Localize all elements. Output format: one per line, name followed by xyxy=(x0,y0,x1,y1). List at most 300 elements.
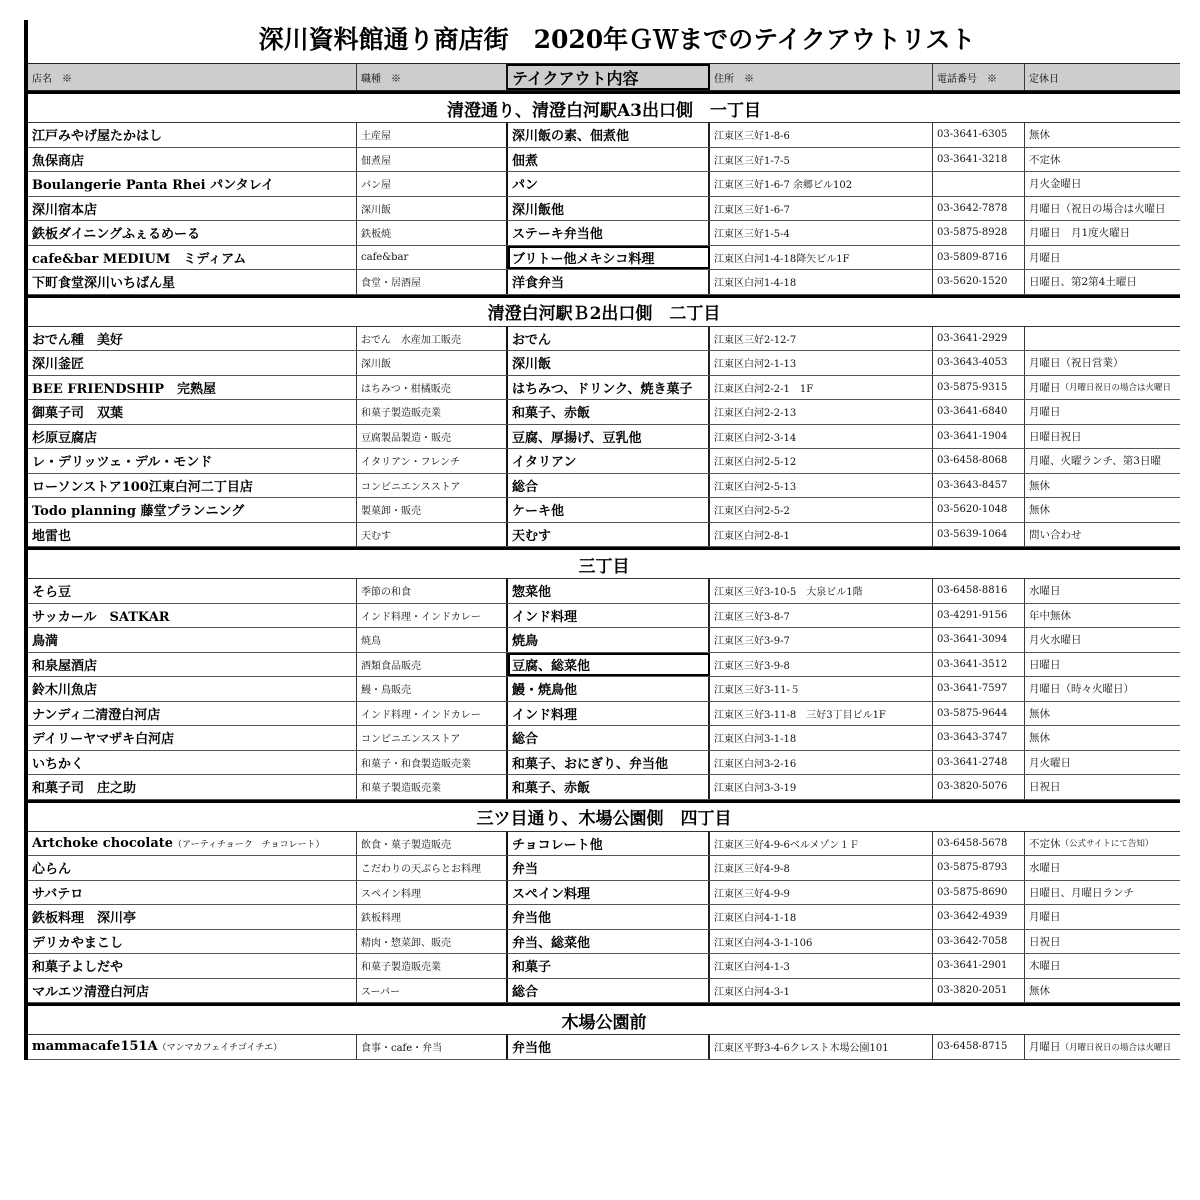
shop-name-cell xyxy=(28,751,357,775)
takeout-content-cell xyxy=(508,197,710,221)
header-business-type-label: 職種 ※ xyxy=(361,73,401,85)
business-type-text: インド料理・インドカレー xyxy=(361,709,481,721)
takeout-content-text: インド料理 xyxy=(512,609,578,625)
closed-days-text: 問い合わせ xyxy=(1029,528,1082,541)
phone-cell xyxy=(933,498,1025,522)
shop-name-cell xyxy=(28,726,357,750)
business-type-text: 季節の和食 xyxy=(361,587,411,599)
shop-name-cell xyxy=(28,400,357,424)
business-type-cell xyxy=(357,148,508,172)
business-type-cell xyxy=(357,653,508,677)
business-type-cell xyxy=(357,327,508,351)
shop-name-text: ローソンストア100江東白河二丁目店 xyxy=(32,479,253,495)
business-type-text: スーパー xyxy=(361,986,400,998)
closed-days-cell xyxy=(1025,1035,1180,1059)
table-row xyxy=(28,905,1180,930)
address-cell xyxy=(710,221,933,245)
table-row xyxy=(28,376,1180,401)
shop-name-cell xyxy=(28,930,357,954)
phone-cell xyxy=(933,270,1025,294)
address-cell xyxy=(710,400,933,424)
business-type-text: パン屋 xyxy=(361,180,391,192)
business-type-text: 土産屋 xyxy=(361,131,391,143)
shop-name-text: 和泉屋酒店 xyxy=(32,658,98,674)
phone-cell xyxy=(933,881,1025,905)
closed-days-note: （公式サイトにて告知） xyxy=(1060,839,1154,850)
phone-text: 03-3641-7597 xyxy=(937,683,1008,695)
closed-days-cell xyxy=(1025,653,1180,677)
shop-name-text: 和菓子司 庄之助 xyxy=(32,781,137,797)
address-cell xyxy=(710,351,933,375)
phone-text: 03-3641-3094 xyxy=(937,634,1008,646)
takeout-content-text: スペイン料理 xyxy=(512,886,591,902)
shop-name-text: おでん種 美好 xyxy=(32,332,123,348)
header-takeout-content-label: テイクアウト内容 xyxy=(512,68,639,88)
closed-days-cell xyxy=(1025,197,1180,221)
closed-days-cell xyxy=(1025,148,1180,172)
phone-text: 03-3642-7058 xyxy=(937,935,1008,947)
closed-days-text: 無休 xyxy=(1029,984,1050,997)
takeout-content-cell xyxy=(508,628,710,652)
takeout-content-text: 和菓子、赤飯 xyxy=(512,406,591,422)
business-type-cell xyxy=(357,376,508,400)
takeout-content-text: はちみつ、ドリンク、焼き菓子 xyxy=(512,381,693,397)
shop-name-cell xyxy=(28,979,357,1003)
header-business-type xyxy=(357,64,508,90)
shop-name-text: 鉄板ダイニングふぇるめーる xyxy=(32,227,200,243)
address-text: 江東区三好1-5-4 xyxy=(714,229,790,241)
takeout-content-cell xyxy=(508,425,710,449)
shop-name-cell xyxy=(28,376,357,400)
shop-name-cell xyxy=(28,775,357,799)
shop-name-text: 心らん xyxy=(32,862,72,878)
business-type-cell xyxy=(357,856,508,880)
table-row xyxy=(28,425,1180,450)
shop-name-cell xyxy=(28,856,357,880)
takeout-content-text: パン xyxy=(512,178,539,194)
address-cell xyxy=(710,123,933,147)
takeout-content-text: 和菓子、赤飯 xyxy=(512,781,591,797)
shop-name-cell xyxy=(28,197,357,221)
phone-text: 03-3641-6840 xyxy=(937,406,1008,418)
takeout-content-text: イタリアン xyxy=(512,455,577,471)
phone-cell xyxy=(933,449,1025,473)
business-type-text: イタリアン・フレンチ xyxy=(361,457,460,469)
table-row xyxy=(28,881,1180,906)
phone-text: 03-3643-8457 xyxy=(937,479,1008,491)
closed-days-cell xyxy=(1025,628,1180,652)
address-text: 江東区白河2-2-13 xyxy=(714,408,797,420)
business-type-cell xyxy=(357,449,508,473)
takeout-content-text: 天むす xyxy=(512,528,552,544)
business-type-cell xyxy=(357,702,508,726)
business-type-text: 豆腐製品製造・販売 xyxy=(361,432,451,444)
table-row xyxy=(28,246,1180,271)
closed-days-text: 日祝日 xyxy=(1029,935,1061,948)
takeout-content-cell xyxy=(508,1035,710,1059)
business-type-cell xyxy=(357,881,508,905)
business-type-cell xyxy=(357,123,508,147)
business-type-cell xyxy=(357,1035,508,1059)
phone-cell xyxy=(933,604,1025,628)
table-row xyxy=(28,979,1180,1004)
business-type-cell xyxy=(357,751,508,775)
table-row xyxy=(28,628,1180,653)
shop-name-text: マルエツ清澄白河店 xyxy=(32,984,150,1000)
phone-cell xyxy=(933,376,1025,400)
shop-name-cell xyxy=(28,579,357,603)
takeout-content-cell xyxy=(508,579,710,603)
phone-text: 03-6458-8068 xyxy=(937,455,1008,467)
address-cell xyxy=(710,148,933,172)
business-type-text: 鉄板焼 xyxy=(361,229,391,241)
business-type-cell xyxy=(357,246,508,270)
phone-text: 03-3643-4053 xyxy=(937,357,1008,369)
closed-days-text: 無休 xyxy=(1029,707,1050,720)
shop-name-text: サバテロ xyxy=(32,886,84,902)
business-type-text: はちみつ・柑橘販売 xyxy=(361,383,451,395)
business-type-cell xyxy=(357,523,508,547)
takeout-content-cell xyxy=(508,751,710,775)
closed-days-cell xyxy=(1025,954,1180,978)
closed-days-text: 木曜日 xyxy=(1029,960,1061,973)
takeout-content-text: 豆腐、総菜他 xyxy=(512,658,591,674)
phone-text: 03-5875-8928 xyxy=(937,227,1008,239)
phone-text: 03-6458-5678 xyxy=(937,837,1008,849)
closed-days-cell xyxy=(1025,172,1180,196)
address-cell xyxy=(710,579,933,603)
section-title: 三ツ目通り、木場公園側 四丁目 xyxy=(476,809,732,829)
phone-text: 03-5620-1520 xyxy=(937,276,1008,288)
address-text: 江東区白河2-1-13 xyxy=(714,359,797,371)
business-type-text: おでん 水産加工販売 xyxy=(361,334,461,346)
phone-cell xyxy=(933,197,1025,221)
closed-days-cell xyxy=(1025,775,1180,799)
business-type-text: 深川飯 xyxy=(361,359,391,371)
address-cell xyxy=(710,726,933,750)
shop-name-text: 下町食堂深川いちばん星 xyxy=(32,276,176,292)
phone-cell xyxy=(933,523,1025,547)
takeout-content-cell xyxy=(508,123,710,147)
address-cell xyxy=(710,832,933,856)
address-text: 江東区白河4-1-18 xyxy=(714,913,797,925)
business-type-cell xyxy=(357,628,508,652)
closed-days-note: （月曜日祝日の場合は火曜日 xyxy=(1060,383,1172,394)
header-address-label: 住所 ※ xyxy=(714,73,754,85)
address-cell xyxy=(710,172,933,196)
table-row xyxy=(28,498,1180,523)
shop-name-cell xyxy=(28,327,357,351)
address-cell xyxy=(710,881,933,905)
closed-days-cell xyxy=(1025,246,1180,270)
takeout-content-text: 弁当他 xyxy=(512,911,552,927)
phone-text: 03-5875-8690 xyxy=(937,886,1008,898)
table-row xyxy=(28,197,1180,222)
header-shop-name-label: 店名 ※ xyxy=(32,73,72,85)
phone-cell xyxy=(933,954,1025,978)
closed-days-cell xyxy=(1025,400,1180,424)
closed-days-text: 水曜日 xyxy=(1029,585,1061,598)
shop-name-cell xyxy=(28,628,357,652)
closed-days-text: 月火金曜日 xyxy=(1029,178,1082,191)
shop-name-text: レ・デリッツェ・デル・モンド xyxy=(32,455,213,471)
header-phone-label: 電話番号 ※ xyxy=(937,73,997,85)
phone-text: 03-3642-4939 xyxy=(937,911,1008,923)
shop-name-cell xyxy=(28,653,357,677)
shop-name-cell xyxy=(28,677,357,701)
address-cell xyxy=(710,653,933,677)
business-type-text: cafe&bar xyxy=(361,251,409,263)
closed-days-cell xyxy=(1025,726,1180,750)
shop-name-text: 深川釜匠 xyxy=(32,357,85,373)
shop-name-cell xyxy=(28,172,357,196)
phone-cell xyxy=(933,832,1025,856)
takeout-list-sheet xyxy=(24,20,1180,1060)
phone-text: 03-5875-9644 xyxy=(937,707,1008,719)
header-address xyxy=(710,64,933,90)
address-text: 江東区三好1-6-7 余郷ビル102 xyxy=(714,180,853,192)
phone-cell xyxy=(933,979,1025,1003)
takeout-content-text: ブリトー他メキシコ料理 xyxy=(512,251,655,267)
shop-name-text: Boulangerie Panta Rhei パンタレイ xyxy=(32,178,274,194)
address-cell xyxy=(710,751,933,775)
section-title: 清澄通り、清澄白河駅A3出口側 一丁目 xyxy=(446,100,762,121)
address-cell xyxy=(710,498,933,522)
shop-name-cell xyxy=(28,1035,357,1059)
closed-days-cell xyxy=(1025,523,1180,547)
takeout-content-cell xyxy=(508,172,710,196)
business-type-cell xyxy=(357,604,508,628)
takeout-content-cell xyxy=(508,726,710,750)
takeout-content-cell xyxy=(508,148,710,172)
phone-text: 03-3641-2901 xyxy=(937,960,1008,972)
phone-text: 03-5620-1048 xyxy=(937,504,1008,516)
section-title: 清澄白河駅Ｂ2出口側 二丁目 xyxy=(487,304,721,324)
takeout-content-cell xyxy=(508,351,710,375)
address-text: 江東区白河2-3-14 xyxy=(714,432,797,444)
address-text: 江東区三好4-9-8 xyxy=(714,864,790,876)
shop-name-text: そら豆 xyxy=(32,585,72,601)
phone-text: 03-3641-1904 xyxy=(937,430,1008,442)
takeout-content-cell xyxy=(508,604,710,628)
address-text: 江東区三好3-11-8 三好3丁目ビル1F xyxy=(714,709,886,721)
table-row xyxy=(28,123,1180,148)
takeout-content-cell xyxy=(508,400,710,424)
closed-days-cell xyxy=(1025,677,1180,701)
shop-name-text: 御菓子司 双葉 xyxy=(32,406,124,422)
address-text: 江東区三好1-6-7 xyxy=(714,204,790,216)
phone-cell xyxy=(933,351,1025,375)
header-takeout-content xyxy=(508,64,710,90)
header-shop-name xyxy=(28,64,357,90)
table-row xyxy=(28,726,1180,751)
closed-days-cell xyxy=(1025,270,1180,294)
takeout-content-cell xyxy=(508,832,710,856)
section-title: 三丁目 xyxy=(578,556,630,577)
shop-name-text: 鉄板料理 深川亭 xyxy=(32,911,137,927)
business-type-cell xyxy=(357,775,508,799)
takeout-content-cell xyxy=(508,856,710,880)
address-cell xyxy=(710,702,933,726)
closed-days-cell xyxy=(1025,327,1180,351)
closed-days-text: 無休 xyxy=(1029,129,1050,142)
business-type-cell xyxy=(357,270,508,294)
closed-days-cell xyxy=(1025,832,1180,856)
address-text: 江東区三好4-9-6ベルメゾン１Ｆ xyxy=(714,839,860,851)
table-row xyxy=(28,449,1180,474)
takeout-content-text: 和菓子、おにぎり、弁当他 xyxy=(512,756,669,772)
address-text: 江東区白河4-3-1-106 xyxy=(714,937,813,949)
closed-days-cell xyxy=(1025,979,1180,1003)
phone-text: 03-3820-2051 xyxy=(937,984,1008,996)
business-type-text: 食堂・居酒屋 xyxy=(361,278,421,290)
shop-name-text: Artchoke chocolate xyxy=(32,835,174,851)
address-cell xyxy=(710,677,933,701)
address-cell xyxy=(710,474,933,498)
closed-days-text: 月曜日 xyxy=(1029,406,1061,419)
takeout-content-text: 弁当、総菜他 xyxy=(512,935,591,951)
takeout-content-cell xyxy=(508,653,710,677)
phone-text: 03-3641-6305 xyxy=(937,129,1008,141)
business-type-text: 酒類食品販売 xyxy=(361,660,421,672)
closed-days-text: 月曜日 xyxy=(1029,1041,1061,1054)
business-type-cell xyxy=(357,579,508,603)
closed-days-cell xyxy=(1025,751,1180,775)
phone-cell xyxy=(933,702,1025,726)
table-row xyxy=(28,221,1180,246)
shop-name-text: Todo planning 藤堂プランニング xyxy=(32,504,245,520)
takeout-content-text: 鰻・焼鳥他 xyxy=(512,683,578,699)
shop-name-text: 地雷也 xyxy=(32,528,72,544)
shop-name-text: 和菓子よしだや xyxy=(32,960,124,976)
closed-days-text: 日曜日 xyxy=(1029,658,1061,671)
phone-text: 03-5639-1064 xyxy=(937,528,1008,540)
phone-text: 03-3641-3512 xyxy=(937,658,1008,670)
phone-cell xyxy=(933,856,1025,880)
business-type-cell xyxy=(357,425,508,449)
shop-name-cell xyxy=(28,123,357,147)
section-header xyxy=(28,1003,1180,1035)
phone-cell xyxy=(933,751,1025,775)
address-cell xyxy=(710,425,933,449)
phone-cell xyxy=(933,246,1025,270)
address-cell xyxy=(710,197,933,221)
business-type-cell xyxy=(357,726,508,750)
address-cell xyxy=(710,905,933,929)
closed-days-text: 水曜日 xyxy=(1029,862,1061,875)
takeout-content-cell xyxy=(508,930,710,954)
business-type-text: 和菓子製造販売業 xyxy=(361,783,441,795)
shop-name-cell xyxy=(28,523,357,547)
table-row xyxy=(28,579,1180,604)
address-text: 江東区三好3-10-5 大泉ビル1階 xyxy=(714,587,863,599)
shop-name-text: いちかく xyxy=(32,756,85,772)
closed-days-text: 日曜日祝日 xyxy=(1029,430,1082,443)
takeout-content-text: 和菓子 xyxy=(512,960,552,976)
table-row xyxy=(28,856,1180,881)
phone-cell xyxy=(933,425,1025,449)
takeout-content-cell xyxy=(508,270,710,294)
shop-name-note: （アーティチョーク チョコレート） xyxy=(173,839,325,850)
business-type-text: コンビニエンスストア xyxy=(361,734,461,746)
phone-cell xyxy=(933,930,1025,954)
phone-cell xyxy=(933,579,1025,603)
closed-days-text: 月曜日（祝日の場合は火曜日 xyxy=(1029,202,1166,215)
phone-text: 03-5875-8793 xyxy=(937,862,1008,874)
closed-days-text: 月曜日（祝日営業） xyxy=(1029,357,1124,370)
business-type-text: こだわりの天ぷらとお料理 xyxy=(361,864,481,876)
address-cell xyxy=(710,246,933,270)
address-text: 江東区白河2-8-1 xyxy=(714,530,790,542)
takeout-content-cell xyxy=(508,246,710,270)
table-row xyxy=(28,523,1180,548)
address-text: 江東区白河4-1-3 xyxy=(714,962,790,974)
phone-text: 03-5809-8716 xyxy=(937,251,1008,263)
shop-name-cell xyxy=(28,474,357,498)
shop-name-cell xyxy=(28,246,357,270)
business-type-cell xyxy=(357,221,508,245)
address-text: 江東区三好3-9-8 xyxy=(714,660,790,672)
shop-name-cell xyxy=(28,498,357,522)
business-type-text: インド料理・インドカレー xyxy=(361,611,481,623)
table-row xyxy=(28,270,1180,295)
phone-cell xyxy=(933,172,1025,196)
phone-cell xyxy=(933,327,1025,351)
closed-days-cell xyxy=(1025,905,1180,929)
address-text: 江東区白河4-3-1 xyxy=(714,986,790,998)
takeout-content-text: 深川飯の素、佃煮他 xyxy=(512,129,630,145)
closed-days-text: 月曜日 xyxy=(1029,381,1061,394)
closed-days-cell xyxy=(1025,123,1180,147)
takeout-content-cell xyxy=(508,677,710,701)
phone-text: 03-6458-8816 xyxy=(937,585,1008,597)
shop-name-text: デリカやまこし xyxy=(32,935,123,951)
business-type-cell xyxy=(357,197,508,221)
table-row xyxy=(28,832,1180,857)
shop-name-cell xyxy=(28,905,357,929)
closed-days-text: 年中無休 xyxy=(1029,609,1071,622)
closed-days-cell xyxy=(1025,351,1180,375)
shop-name-text: 深川宿本店 xyxy=(32,202,98,218)
business-type-text: 飲食・菓子製造販売 xyxy=(361,839,451,851)
address-text: 江東区白河3-1-18 xyxy=(714,734,797,746)
address-cell xyxy=(710,1035,933,1059)
business-type-text: コンビニエンスストア xyxy=(361,481,461,493)
business-type-text: 深川飯 xyxy=(361,204,391,216)
business-type-text: 鉄板料理 xyxy=(361,913,401,925)
phone-cell xyxy=(933,221,1025,245)
shop-name-text: 鈴木川魚店 xyxy=(32,683,98,699)
phone-text: 03-3820-5076 xyxy=(937,781,1008,793)
closed-days-text: 月曜日（時々火曜日） xyxy=(1029,683,1134,696)
business-type-text: 鰻・鳥販売 xyxy=(361,685,411,697)
business-type-cell xyxy=(357,172,508,196)
address-text: 江東区白河2-5-13 xyxy=(714,481,797,493)
takeout-content-cell xyxy=(508,449,710,473)
takeout-content-cell xyxy=(508,523,710,547)
table-row xyxy=(28,148,1180,173)
shop-name-text: 杉原豆腐店 xyxy=(32,430,98,446)
phone-text: 03-6458-8715 xyxy=(937,1041,1008,1053)
shop-name-cell xyxy=(28,832,357,856)
closed-days-text: 月曜日 月1度火曜日 xyxy=(1029,227,1131,240)
takeout-content-text: ケーキ他 xyxy=(512,504,565,520)
takeout-content-cell xyxy=(508,979,710,1003)
shop-name-text: BEE FRIENDSHIP 完熟屋 xyxy=(32,381,217,397)
business-type-text: 食事・cafe・弁当 xyxy=(361,1043,443,1055)
takeout-content-text: 深川飯他 xyxy=(512,202,565,218)
closed-days-cell xyxy=(1025,474,1180,498)
